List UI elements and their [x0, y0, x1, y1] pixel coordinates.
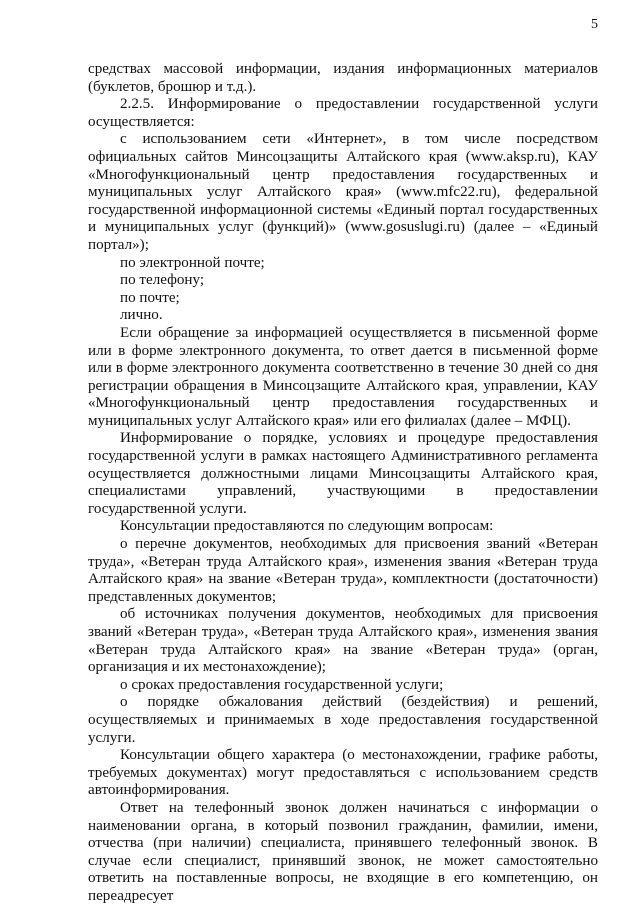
- paragraph: 2.2.5. Информирование о предоставлении государственной услуги осуществляется:: [88, 96, 598, 130]
- paragraph: по телефону;: [120, 272, 205, 289]
- paragraph: Ответ на телефонный звонок должен начинаться с информации о наименовании органа, в который позвонил гражданин, фамилии, имени, отчества (при наличии) специалиста, принявшего телефонный звонок. В случае если специалист, принявший звонок, не может самостоятельно ответить на поставленные вопросы, не входящие в его компетенцию, он переадресует: [88, 799, 598, 904]
- page-number: 5: [591, 17, 598, 32]
- paragraph: о сроках предоставления государственной услуги;: [120, 676, 444, 693]
- paragraph: Консультации общего характера (о местонахождении, графике работы, требуемых документах) могут предоставляться с использованием средств автоинформирования.: [88, 747, 598, 799]
- paragraph: по почте;: [120, 289, 180, 306]
- paragraph: Информирование о порядке, условиях и процедуре предоставления государственной услуги в рамках настоящего Административного регламента осуществляется должностными лицами Минсоцзащиты Алтайского края, специалистами управлений, участвующими в предоставлении государственной услуги.: [88, 430, 598, 517]
- paragraph: о перечне документов, необходимых для присвоения званий «Ветеран труда», «Ветеран труда Алтайского края», изменения звания «Ветеран труда Алтайского края» на звание «Ветеран труда», комплектности (достаточности) представленных документов;: [88, 536, 598, 605]
- paragraph: средствах массовой информации, издания информационных материалов (буклетов, брошюр и т.д.).: [88, 61, 598, 95]
- paragraph: с использованием сети «Интернет», в том числе посредством официальных сайтов Минсоцзащиты Алтайского края (www.aksp.ru), КАУ «Многофункциональный центр предоставления государственных и муниципальных услуг Алтайского края» (www.mfc22.ru), федеральной государственной информационной системы «Единый портал государственных и муниципальных услуг (функций)» (www.gosuslugi.ru) (далее – «Единый портал»);: [88, 131, 598, 253]
- paragraph: Консультации предоставляются по следующим вопросам:: [120, 518, 494, 535]
- paragraph: о порядке обжалования действий (бездействия) и решений, осуществляемых и принимаемых в ходе предоставления государственной услуги.: [88, 694, 598, 746]
- paragraph: лично.: [120, 307, 163, 324]
- paragraph: об источниках получения документов, необходимых для присвоения званий «Ветеран труда», «Ветеран труда Алтайского края», изменения звания «Ветеран труда Алтайского края» на звание «Ветеран труда» (орган, организация и их местонахождение);: [88, 606, 598, 676]
- document-body: [88, 61, 598, 906]
- paragraph: Если обращение за информацией осуществляется в письменной форме или в форме электронного документа, то ответ дается в письменной форме или в форме электронного документа соответственно в течение 30 дней со дня регистрации обращения в Минсоцзащите Алтайского края, управлении, КАУ «Многофункциональный центр предоставления государственных и муниципальных услуг Алтайского края» или его филиалах (далее – МФЦ).: [88, 324, 598, 429]
- paragraph: по электронной почте;: [120, 254, 265, 271]
